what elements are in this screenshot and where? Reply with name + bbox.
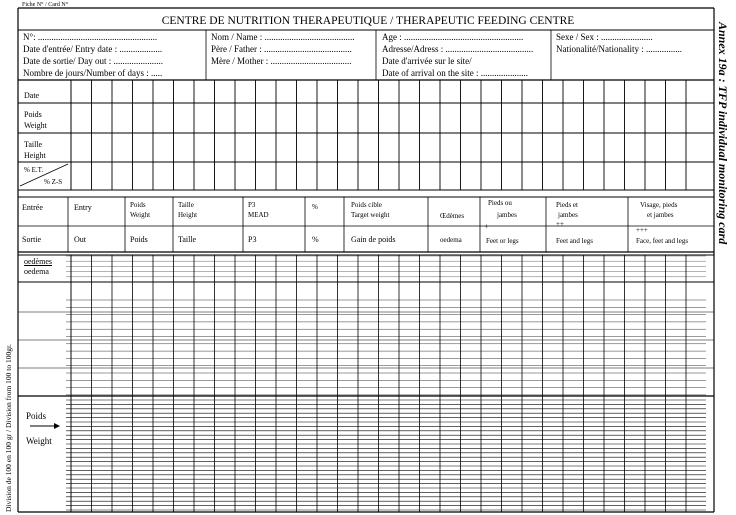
arrow-head bbox=[54, 423, 60, 429]
exit-label: Sortie bbox=[22, 235, 42, 244]
chart-label-poids: Poids bbox=[26, 411, 47, 421]
field-age: Age : ..................................................... bbox=[382, 32, 524, 42]
row-label-date: Date bbox=[24, 91, 40, 100]
entry-target-2: Target weight bbox=[351, 211, 390, 219]
entry-feet-and-1: Pieds et bbox=[556, 201, 578, 209]
entry-feet-or-2: jambes bbox=[497, 211, 517, 219]
exit-out: Out bbox=[74, 235, 86, 244]
row-label-weight: Weight bbox=[24, 121, 47, 130]
row-label-poids: Poids bbox=[24, 110, 42, 119]
entry-plusplus: ++ bbox=[556, 220, 564, 228]
field-address: Adresse/Adress : ....................................... bbox=[382, 44, 534, 54]
exit-face: Face, feet and legs bbox=[636, 237, 689, 245]
entry-p3: P3 bbox=[248, 201, 256, 209]
exit-oedema: oedema bbox=[440, 236, 462, 244]
entry-weight: Weight bbox=[130, 211, 151, 219]
entry-feet-and-2: jambes bbox=[558, 211, 578, 219]
entry-face-1: Visage, pieds bbox=[640, 201, 678, 209]
chart-label-oedemes: oedèmes bbox=[24, 257, 52, 266]
field-exit-date: Date de sortie/ Day out : ...................... bbox=[23, 56, 163, 66]
entry-target-1: Poids cible bbox=[351, 201, 382, 209]
entry-taille: Taille bbox=[178, 201, 194, 209]
exit-plus3: +++ bbox=[636, 226, 648, 234]
exit-p3: P3 bbox=[248, 235, 257, 244]
entry-percent: % bbox=[312, 203, 318, 211]
exit-percent: % bbox=[312, 235, 319, 244]
entry-height: Height bbox=[178, 211, 198, 219]
exit-gain: Gain de poids bbox=[351, 235, 396, 244]
field-father: Père / Father : ....................................... bbox=[211, 44, 352, 54]
chart-label-oedema: oedema bbox=[24, 267, 49, 276]
row-label-pet: % E.T. bbox=[24, 166, 44, 174]
chart-label-weight: Weight bbox=[26, 436, 52, 446]
side-title: Annex 19a : TFP individual monitoring card bbox=[716, 22, 730, 245]
card-number-label: Fiche N° / Card N° bbox=[22, 2, 69, 8]
row-label-taille: Taille bbox=[24, 140, 43, 149]
field-mother: Mère / Mother : .................................... bbox=[211, 56, 352, 66]
entry-feet-or-1: Pieds ou bbox=[488, 199, 512, 207]
exit-taille: Taille bbox=[178, 235, 197, 244]
entry-mead: MEAD bbox=[248, 211, 269, 219]
row-label-height: Height bbox=[24, 151, 46, 160]
entry-poids: Poids bbox=[130, 201, 146, 209]
entry-plus: + bbox=[484, 222, 489, 231]
page-title: CENTRE DE NUTRITION THERAPEUTIQUE / THERAPEUTIC FEEDING CENTRE bbox=[161, 15, 575, 27]
field-number: N°: ..................................................... bbox=[23, 32, 158, 42]
field-nationality: Nationalité/Nationality : ................ bbox=[556, 44, 682, 54]
entry-entry: Entry bbox=[74, 203, 92, 212]
entry-label: Entrée bbox=[22, 203, 43, 212]
division-note: Division de 100 en 100 gr / Division from 100 to 100gr. bbox=[4, 344, 13, 512]
field-arrival-2: Date of arrival on the site : ..................... bbox=[382, 68, 528, 78]
entry-face-2: et jambes bbox=[647, 211, 674, 219]
row-label-zs: % Z-S bbox=[44, 178, 63, 186]
entry-oedemes: Œdèmes bbox=[440, 212, 465, 220]
field-days: Nombre de jours/Number of days : ..... bbox=[23, 68, 163, 78]
field-arrival-1: Date d'arrivée sur le site/ bbox=[382, 56, 472, 66]
exit-feet-and: Feet and legs bbox=[556, 237, 593, 245]
field-sex: Sexe / Sex : ....................... bbox=[556, 32, 653, 42]
exit-feet-or: Feet or legs bbox=[486, 237, 519, 245]
exit-poids: Poids bbox=[130, 235, 148, 244]
field-name: Nom / Name : ........................................ bbox=[211, 32, 355, 42]
field-entry-date: Date d'entrée/ Entry date : ................... bbox=[23, 44, 163, 54]
